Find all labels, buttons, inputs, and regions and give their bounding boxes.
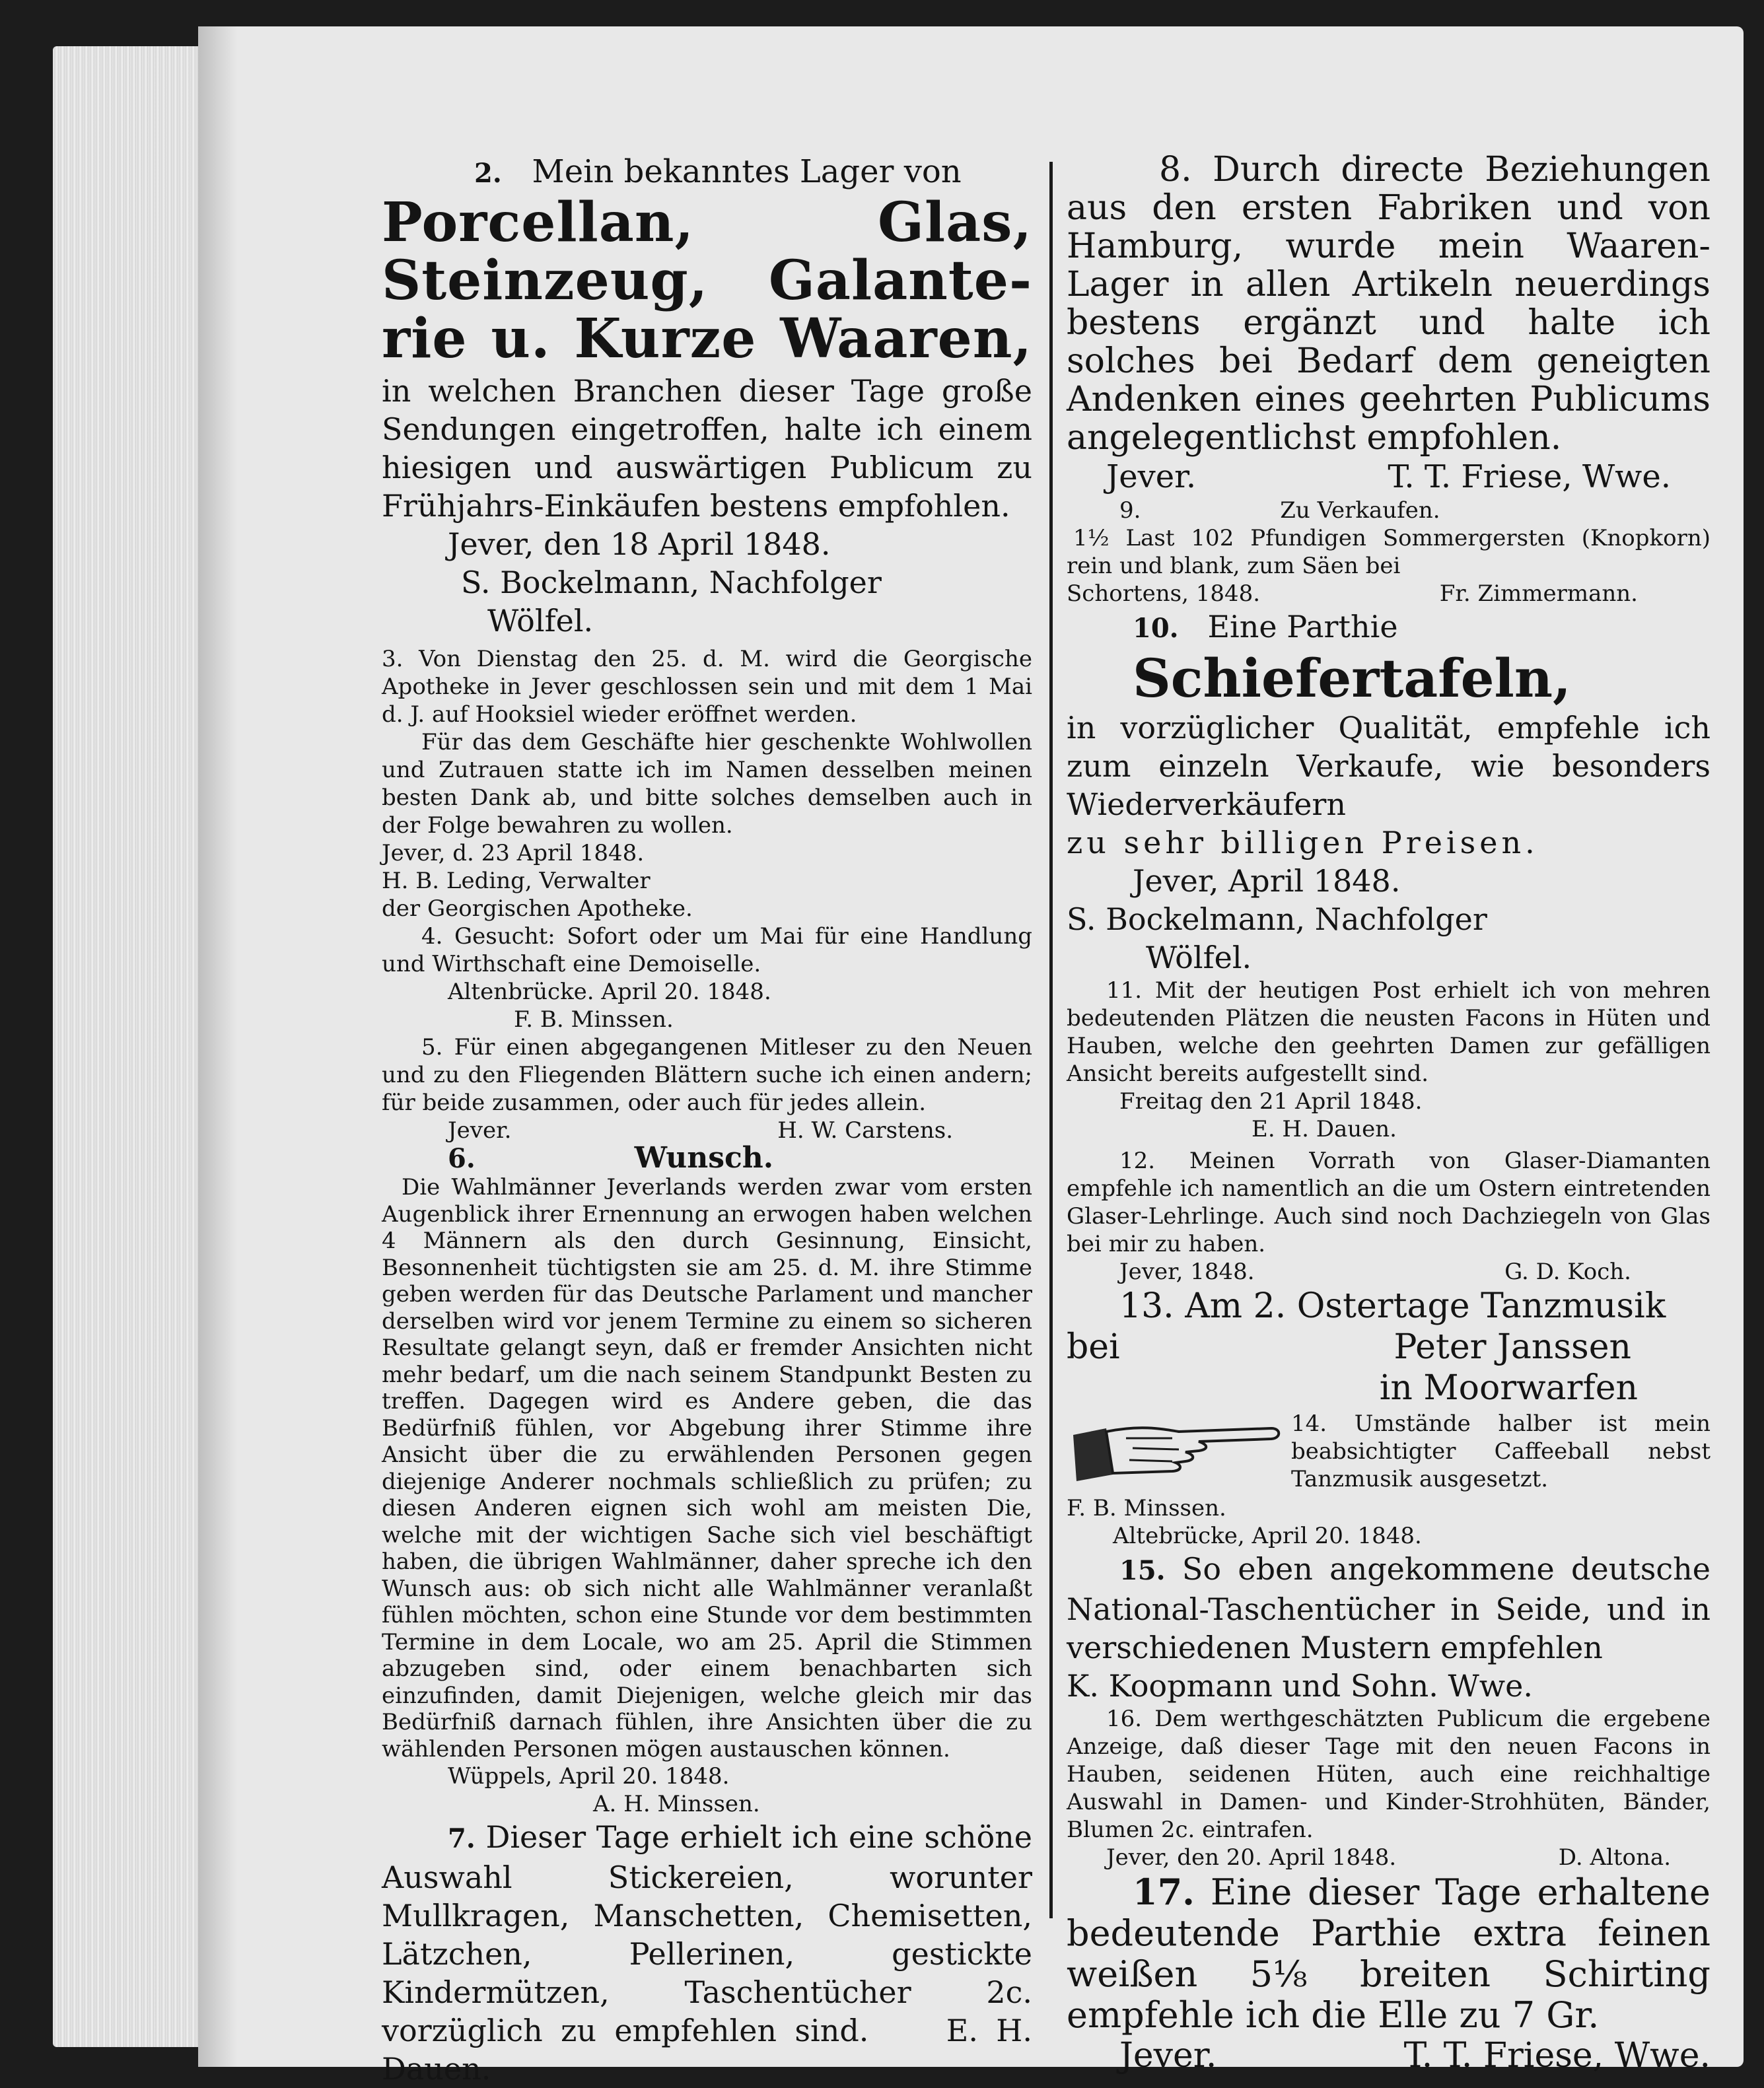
ad-10-spaced-line: zu sehr billigen Preisen. bbox=[1067, 825, 1539, 860]
pointing-hand-icon bbox=[1067, 1409, 1285, 1494]
ad-17-signature: T. T. Friese, Wwe. bbox=[1403, 2036, 1711, 2075]
ad-7-body bbox=[382, 1818, 1032, 2088]
ad-number: 7. bbox=[448, 1823, 476, 1854]
ad-13-line-3: in Moorwarfen bbox=[1379, 1368, 1638, 1408]
ad-5-footer bbox=[382, 1117, 1032, 1144]
ad-10-heading bbox=[1067, 608, 1711, 648]
ad-8 bbox=[1067, 151, 1711, 497]
ad-13 bbox=[1067, 1286, 1711, 1409]
ad-8-place: Jever. bbox=[1106, 458, 1197, 495]
ad-3-text-2: Für das dem Geschäfte hier geschenkte Wohlwollen und Zutrauen statte ich im Namen desselben meinen besten Dank ab, und bitte solches demselben auch in der Folge bewahren zu wollen. bbox=[382, 729, 1032, 839]
ad-3 bbox=[382, 645, 1032, 922]
ad-5-signature: H. W. Carstens. bbox=[777, 1117, 953, 1144]
ad-14-signature: F. B. Minssen. bbox=[1067, 1495, 1226, 1521]
ad-10-signature-1: S. Bockelmann, Nachfolger bbox=[1067, 901, 1487, 937]
ad-number: 10. bbox=[1133, 613, 1179, 644]
ad-9-body: 1½ Last 102 Pfundigen Sommergersten (Knopkorn) rein und blank, zum Säen bei bbox=[1067, 525, 1711, 579]
ad-9-heading bbox=[1067, 497, 1711, 524]
ad-12-footer bbox=[1067, 1258, 1711, 1286]
ad-number: 15. bbox=[1119, 1555, 1166, 1586]
ad-14-row bbox=[1067, 1409, 1711, 1494]
ad-6-body: Die Wahlmänner Jeverlands werden zwar vom ersten Augenblick ihrer Ernennung an erwogen haben welchen 4 Männern als den durch Gesinnung, Einsicht, Besonnenheit tüchtigsten sie am 25. d. M. ihre Stimme geben werden für das Deutsche Parlament und mancher derselben wird vor jenem Termine zu einem so sicheren Resultate gelangt seyn, daß er fremder Ansichten nicht mehr bedarf, um die nach seinem Standpunkt Besten zu treffen. Dagegen wird es Andere geben, die das Bedürfniß fühlen, vor Abgebung ihrer Stimme ihre Ansicht über die zu erwählenden Personen gegen diejenige Anderer nochmals schließlich zu prüfen; zu diesen Anderen eignen sich wohl am meisten Die, welche mit der wichtigen Sache sich viel beschäftigt haben, die übrigen Wahlmänner, daher spreche ich den Wunsch aus: ob sich nicht alle Wahlmänner veranlaßt fühlen möchten, schon eine Stunde vor dem bestimmten Termine in dem Locale, wo am 25. April die Stimmen abzugeben sind, oder einem benachbarten sich einzufinden, damit Diejenigen, welche gleich mir das Bedürfniß darnach fühlen, ihre Ansichten über die zu wählenden Personen mögen austauschen können. bbox=[382, 1174, 1032, 1762]
ad-2-signature-2: Wölfel. bbox=[487, 603, 594, 639]
ad-11 bbox=[1067, 977, 1711, 1143]
ad-10-date: Jever, April 1848. bbox=[1133, 863, 1401, 899]
ad-17-body bbox=[1067, 1871, 1711, 2036]
ad-3-date: Jever, d. 23 April 1848. bbox=[382, 840, 645, 866]
ad-8-footer bbox=[1067, 457, 1711, 497]
ad-4-signature: F. B. Minssen. bbox=[514, 1006, 674, 1033]
ad-6-signature: A. H. Minssen. bbox=[593, 1791, 760, 1817]
ad-6 bbox=[382, 1141, 1032, 1818]
ad-2-signature-1: S. Bockelmann, Nachfolger bbox=[461, 565, 882, 600]
ad-12-signature: G. D. Koch. bbox=[1504, 1259, 1631, 1285]
ad-number: 8. bbox=[1159, 150, 1192, 190]
ad-14-text: 14. Umstände halber ist mein beabsichtigter Caffeeball nebst Tanzmusik ausgesetzt. bbox=[1291, 1410, 1711, 1492]
ad-2 bbox=[382, 152, 1032, 640]
ad-10-headline: Schiefertafeln, bbox=[1133, 647, 1571, 709]
ad-2-intro: Mein bekanntes Lager von bbox=[532, 153, 962, 190]
ad-13-line-1: 13. Am 2. Ostertage Tanzmusik bbox=[1119, 1286, 1666, 1326]
ad-13-line-2-row bbox=[1067, 1327, 1711, 1368]
ad-2-intro-line bbox=[382, 152, 1032, 193]
ad-14-date: Altebrücke, April 20. 1848. bbox=[1113, 1523, 1422, 1549]
ad-16-footer bbox=[1067, 1844, 1711, 1871]
ad-6-heading bbox=[382, 1141, 1032, 1175]
gutter-shadow bbox=[198, 26, 238, 2067]
ad-7-text: Dieser Tage erhielt ich eine schöne Auswahl Stickereien, worunter Mullkragen, Manschetten, Chemisetten, Lätzchen, Pellerinen, gestickte Kindermützen, Taschentücher 2c. vorzüglich zu empfehlen sind. bbox=[382, 1819, 1032, 2048]
ad-7 bbox=[382, 1818, 1032, 2088]
ad-9 bbox=[1067, 497, 1711, 608]
ad-10-intro: Eine Parthie bbox=[1207, 609, 1398, 644]
ad-17-place: Jever. bbox=[1119, 2036, 1217, 2075]
left-column bbox=[382, 145, 1032, 2088]
ad-number: 9. bbox=[1119, 497, 1141, 524]
ad-15-signature: K. Koopmann und Sohn. Wwe. bbox=[1067, 1668, 1534, 1704]
ad-number: 2. bbox=[474, 158, 502, 189]
ad-4 bbox=[382, 922, 1032, 1033]
ad-15 bbox=[1067, 1550, 1711, 1705]
ad-3-text: 3. Von Dienstag den 25. d. M. wird die Georgische Apotheke in Jever geschlossen sein und mit dem 1 Mai d. J. auf Hooksiel wieder eröffnet werden. bbox=[382, 646, 1032, 728]
ad-9-title: Zu Verkaufen. bbox=[1280, 497, 1440, 524]
ad-2-headline-3: rie u. Kurze Waaren, bbox=[382, 307, 1032, 370]
column-divider bbox=[1049, 162, 1053, 1918]
ad-5-text: 5. Für einen abgegangenen Mitleser zu den Neuen und zu den Fliegenden Blättern suche ich einen andern; für beide zusammen, oder auch für jedes allein. bbox=[382, 1034, 1032, 1116]
ad-10 bbox=[1067, 608, 1711, 977]
ad-6-date: Wüppels, April 20. 1848. bbox=[448, 1763, 730, 1790]
right-column bbox=[1067, 145, 1711, 2075]
ad-17-footer bbox=[1067, 2036, 1711, 2075]
ad-16 bbox=[1067, 1705, 1711, 1871]
ad-11-signature: E. H. Dauen. bbox=[1252, 1116, 1397, 1142]
ad-9-date: Schortens, 1848. bbox=[1067, 580, 1261, 607]
ad-10-signature-2: Wölfel. bbox=[1146, 940, 1252, 975]
ad-15-body bbox=[1067, 1550, 1711, 1667]
ad-16-signature: D. Altona. bbox=[1558, 1844, 1671, 1871]
ad-14 bbox=[1067, 1409, 1711, 1550]
ad-17-text: Eine dieser Tage erhaltene bedeutende Parthie extra feinen weißen 5⅛ breiten Schirting empfehle ich die Elle zu 7 Gr. bbox=[1067, 1871, 1711, 2036]
ad-9-footer bbox=[1067, 580, 1711, 608]
ad-12-text: 12. Meinen Vorrath von Glaser-Diamanten empfehle ich namentlich an die um Ostern eintretenden Glaser-Lehrlinge. Auch sind noch Dachziegeln von Glas bei mir zu haben. bbox=[1067, 1148, 1711, 1257]
ad-11-text: 11. Mit der heutigen Post erhielt ich von mehren bedeutenden Plätzen die neusten Facons in Hüten und Hauben, welche den geehrten Damen zur gefälligen Ansicht bereits aufgestellt sind. bbox=[1067, 977, 1711, 1087]
ad-2-headline-1: Porcellan, Glas, bbox=[382, 191, 1032, 254]
ad-8-text: Durch directe Beziehungen aus den ersten Fabriken und von Hamburg, wurde mein Waaren-Lager in allen Artikeln neuerdings bestens ergänzt und halte ich solches bei Bedarf dem geneigten Andenken eines geehrten Publicums angelegentlichst empfohlen. bbox=[1067, 150, 1711, 458]
ad-3-signature-1: H. B. Leding, Verwalter bbox=[382, 868, 651, 894]
ad-8-signature: T. T. Friese, Wwe. bbox=[1388, 458, 1671, 495]
ad-5-place: Jever. bbox=[448, 1117, 512, 1144]
ad-number: 6. bbox=[448, 1143, 476, 1174]
ad-8-body bbox=[1067, 151, 1711, 457]
ad-15-text: So eben angekommene deutsche National-Taschentücher in Seide, und in verschiedenen Mustern empfehlen bbox=[1067, 1551, 1711, 1665]
ad-17 bbox=[1067, 1871, 1711, 2075]
ad-10-body: in vorzüglicher Qualität, empfehle ich zum einzeln Verkaufe, wie besonders Wiederverkäufern bbox=[1067, 710, 1711, 822]
ad-2-headline-2: Steinzeug, Galante- bbox=[382, 249, 1032, 312]
ad-11-date: Freitag den 21 April 1848. bbox=[1119, 1088, 1423, 1115]
ad-5 bbox=[382, 1033, 1032, 1144]
ad-13-bei: bei bbox=[1067, 1327, 1120, 1367]
ad-7-signature: E. H. Dauen. bbox=[382, 2013, 1033, 2087]
ad-4-date: Altenbrücke. April 20. 1848. bbox=[448, 979, 771, 1005]
ad-2-body: in welchen Branchen dieser Tage große Sendungen eingetroffen, halte ich einem hiesigen und auswärtigen Publicum zu Frühjahrs-Einkäufen bestens empfohlen. bbox=[382, 373, 1032, 524]
ad-6-title: Wunsch. bbox=[634, 1141, 774, 1175]
ad-16-text: 16. Dem werthgeschätzten Publicum die ergebene Anzeige, daß dieser Tage mit den neuen Facons in Hauben, seidenen Hüten, auch eine reichhaltige Auswahl in Damen- und Kinder-Strohhüten, Bänder, Blumen 2c. eintrafen. bbox=[1067, 1706, 1711, 1843]
ad-number: 17. bbox=[1133, 1871, 1195, 1913]
ad-16-date: Jever, den 20. April 1848. bbox=[1106, 1844, 1397, 1871]
ad-3-signature-2: der Georgischen Apotheke. bbox=[382, 895, 693, 922]
ad-2-date: Jever, den 18 April 1848. bbox=[448, 526, 831, 562]
ad-12 bbox=[1067, 1147, 1711, 1286]
ad-12-date: Jever, 1848. bbox=[1119, 1259, 1255, 1285]
ad-4-text: 4. Gesucht: Sofort oder um Mai für eine Handlung und Wirthschaft eine Demoiselle. bbox=[382, 923, 1032, 977]
ad-9-signature: Fr. Zimmermann. bbox=[1439, 580, 1638, 607]
ad-13-line-2: Peter Janssen bbox=[1394, 1327, 1631, 1367]
